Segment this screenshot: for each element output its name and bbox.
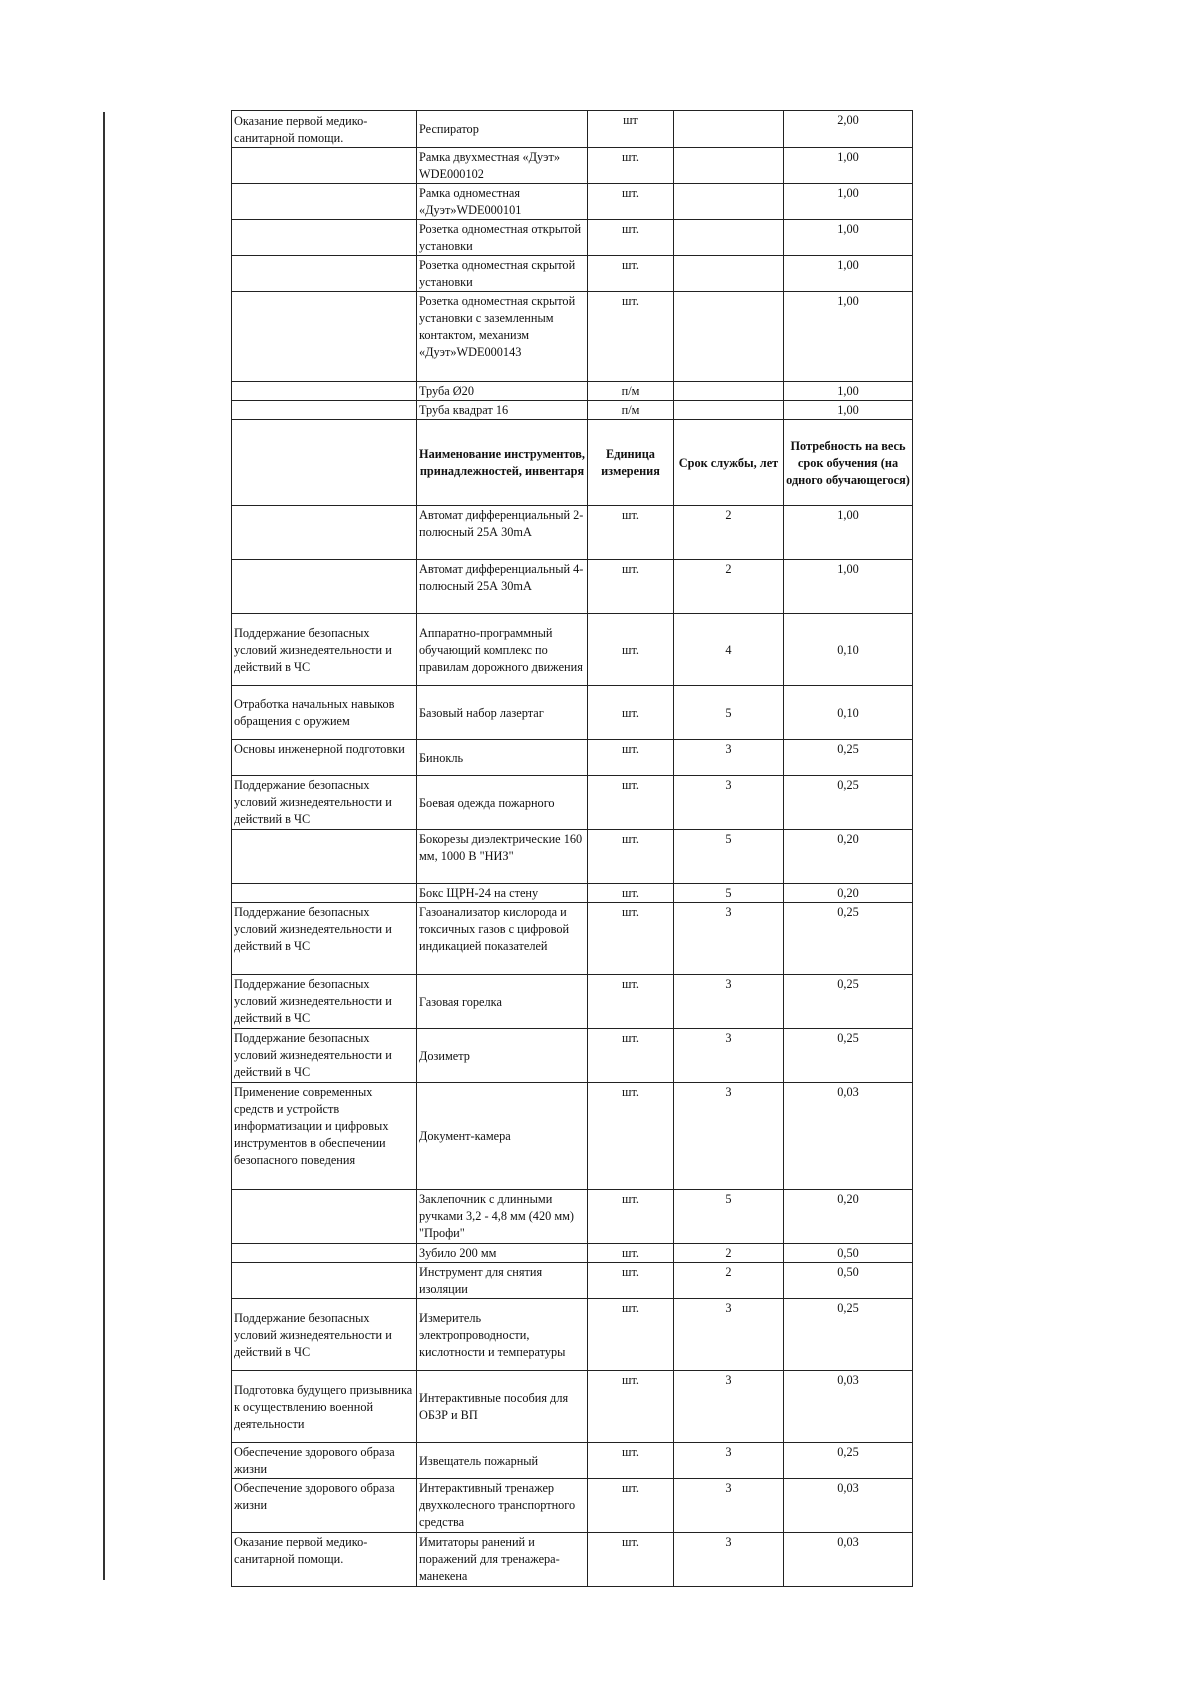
cell-unit: шт. bbox=[588, 1533, 674, 1587]
cell-unit: шт. bbox=[588, 884, 674, 903]
cell-unit: шт. bbox=[588, 1190, 674, 1244]
cell-section bbox=[232, 1190, 417, 1244]
cell-name: Базовый набор лазертаг bbox=[417, 686, 588, 740]
cell-life: 2 bbox=[674, 560, 784, 614]
cell-name: Труба Ø20 bbox=[417, 382, 588, 401]
cell-life: 3 bbox=[674, 1371, 784, 1443]
cell-section: Поддержание безопасных условий жизнедеятельности и действий в ЧС bbox=[232, 1029, 417, 1083]
cell-section: Подготовка будущего призывника к осуществлению военной деятельности bbox=[232, 1371, 417, 1443]
cell-section: Отработка начальных навыков обращения с оружием bbox=[232, 686, 417, 740]
table-row bbox=[232, 148, 913, 184]
cell-life bbox=[674, 220, 784, 256]
table-row bbox=[232, 506, 913, 560]
cell-unit: шт. bbox=[588, 686, 674, 740]
cell-section bbox=[232, 292, 417, 382]
cell-name: Инструмент для снятия изоляции bbox=[417, 1263, 588, 1299]
cell-qty: 0,50 bbox=[784, 1244, 913, 1263]
cell-qty: 1,00 bbox=[784, 148, 913, 184]
table-row bbox=[232, 256, 913, 292]
cell-unit: шт. bbox=[588, 1029, 674, 1083]
cell-unit: шт. bbox=[588, 614, 674, 686]
table-row bbox=[232, 1083, 913, 1190]
table-row bbox=[232, 830, 913, 884]
cell-qty: 0,25 bbox=[784, 975, 913, 1029]
cell-section bbox=[232, 382, 417, 401]
cell-unit: шт. bbox=[588, 220, 674, 256]
cell-qty: 1,00 bbox=[784, 382, 913, 401]
cell-life: 5 bbox=[674, 884, 784, 903]
cell-section: Основы инженерной подготовки bbox=[232, 740, 417, 776]
cell-qty: 2,00 bbox=[784, 111, 913, 148]
cell-section bbox=[232, 884, 417, 903]
cell-unit: шт. bbox=[588, 740, 674, 776]
cell-name: Автомат дифференциальный 2-полюсный 25А 30mA bbox=[417, 506, 588, 560]
cell-life: 5 bbox=[674, 830, 784, 884]
cell-qty: 0,10 bbox=[784, 614, 913, 686]
cell-qty: 0,03 bbox=[784, 1371, 913, 1443]
cell-qty: 0,20 bbox=[784, 884, 913, 903]
cell-qty: 1,00 bbox=[784, 256, 913, 292]
cell-qty: 0,25 bbox=[784, 776, 913, 830]
cell-life: 3 bbox=[674, 1443, 784, 1479]
cell-life: 5 bbox=[674, 686, 784, 740]
cell-name: Бинокль bbox=[417, 740, 588, 776]
cell-unit: шт. bbox=[588, 975, 674, 1029]
cell-unit: шт. bbox=[588, 560, 674, 614]
cell-life: 3 bbox=[674, 1029, 784, 1083]
cell-name: Рамка одноместная «Дуэт»WDE000101 bbox=[417, 184, 588, 220]
cell-qty: 1,00 bbox=[784, 292, 913, 382]
cell-section: Применение современных средств и устройств информатизации и цифровых инструментов в обеспечении безопасного поведения bbox=[232, 1083, 417, 1190]
table-body-top bbox=[232, 111, 913, 420]
cell-qty: 0,25 bbox=[784, 1029, 913, 1083]
table-row bbox=[232, 292, 913, 382]
cell-name: Розетка одноместная скрытой установки bbox=[417, 256, 588, 292]
cell-section bbox=[232, 401, 417, 420]
cell-name: Труба квадрат 16 bbox=[417, 401, 588, 420]
cell-unit: шт. bbox=[588, 292, 674, 382]
cell-life: 3 bbox=[674, 740, 784, 776]
cell-section: Оказание первой медико-санитарной помощи. bbox=[232, 1533, 417, 1587]
cell-name: Розетка одноместная скрытой установки с заземленным контактом, механизм «Дуэт»WDE000143 bbox=[417, 292, 588, 382]
table-row bbox=[232, 776, 913, 830]
cell-life: 3 bbox=[674, 975, 784, 1029]
cell-qty: 0,03 bbox=[784, 1479, 913, 1533]
table-row bbox=[232, 1263, 913, 1299]
table-row bbox=[232, 903, 913, 975]
cell-qty: 0,10 bbox=[784, 686, 913, 740]
cell-section: Поддержание безопасных условий жизнедеятельности и действий в ЧС bbox=[232, 614, 417, 686]
cell-unit: шт. bbox=[588, 506, 674, 560]
table-row bbox=[232, 1029, 913, 1083]
cell-name: Дозиметр bbox=[417, 1029, 588, 1083]
table-row bbox=[232, 382, 913, 401]
cell-qty: 1,00 bbox=[784, 220, 913, 256]
cell-unit: шт. bbox=[588, 1371, 674, 1443]
cell-unit: шт. bbox=[588, 184, 674, 220]
cell-section bbox=[232, 1244, 417, 1263]
header-name: Наименование инструментов, принадлежностей, инвентаря bbox=[417, 420, 588, 506]
cell-unit: шт. bbox=[588, 148, 674, 184]
table-row bbox=[232, 1244, 913, 1263]
cell-life: 2 bbox=[674, 1244, 784, 1263]
table-row bbox=[232, 1443, 913, 1479]
cell-section: Поддержание безопасных условий жизнедеятельности и действий в ЧС bbox=[232, 1299, 417, 1371]
table-row bbox=[232, 560, 913, 614]
cell-unit: шт. bbox=[588, 776, 674, 830]
cell-life bbox=[674, 292, 784, 382]
cell-section: Обеспечение здорового образа жизни bbox=[232, 1443, 417, 1479]
table-header-row bbox=[232, 420, 913, 506]
cell-qty: 0,25 bbox=[784, 903, 913, 975]
cell-name: Измеритель электропроводности, кислотности и температуры bbox=[417, 1299, 588, 1371]
cell-section: Поддержание безопасных условий жизнедеятельности и действий в ЧС bbox=[232, 903, 417, 975]
cell-section: Поддержание безопасных условий жизнедеятельности и действий в ЧС bbox=[232, 776, 417, 830]
cell-name: Газоанализатор кислорода и токсичных газов с цифровой индикацией показателей bbox=[417, 903, 588, 975]
cell-unit: шт bbox=[588, 111, 674, 148]
cell-name: Извещатель пожарный bbox=[417, 1443, 588, 1479]
cell-unit: шт. bbox=[588, 830, 674, 884]
cell-qty: 1,00 bbox=[784, 401, 913, 420]
cell-qty: 0,25 bbox=[784, 1299, 913, 1371]
cell-life: 3 bbox=[674, 1083, 784, 1190]
cell-unit: п/м bbox=[588, 382, 674, 401]
page-margin-line bbox=[103, 112, 105, 1580]
cell-qty: 0,03 bbox=[784, 1533, 913, 1587]
table-row bbox=[232, 1299, 913, 1371]
cell-life: 5 bbox=[674, 1190, 784, 1244]
cell-life: 2 bbox=[674, 506, 784, 560]
table-row bbox=[232, 111, 913, 148]
table-row bbox=[232, 686, 913, 740]
cell-qty: 0,25 bbox=[784, 740, 913, 776]
cell-section bbox=[232, 220, 417, 256]
header-qty: Потребность на весь срок обучения (на одного обучающегося) bbox=[784, 420, 913, 506]
cell-unit: шт. bbox=[588, 1263, 674, 1299]
cell-name: Автомат дифференциальный 4-полюсный 25А 30mA bbox=[417, 560, 588, 614]
cell-qty: 0,03 bbox=[784, 1083, 913, 1190]
cell-unit: шт. bbox=[588, 1244, 674, 1263]
cell-name: Бокорезы диэлектрические 160 мм, 1000 В "НИЗ" bbox=[417, 830, 588, 884]
table-row bbox=[232, 220, 913, 256]
cell-section: Оказание первой медико-санитарной помощи. bbox=[232, 111, 417, 148]
cell-qty: 1,00 bbox=[784, 506, 913, 560]
cell-qty: 0,20 bbox=[784, 830, 913, 884]
cell-qty: 1,00 bbox=[784, 184, 913, 220]
cell-life bbox=[674, 148, 784, 184]
cell-name: Зубило 200 мм bbox=[417, 1244, 588, 1263]
table-row bbox=[232, 1533, 913, 1587]
cell-unit: шт. bbox=[588, 1479, 674, 1533]
cell-name: Бокс ЩРН-24 на стену bbox=[417, 884, 588, 903]
cell-unit: шт. bbox=[588, 903, 674, 975]
cell-name: Интерактивный тренажер двухколесного транспортного средства bbox=[417, 1479, 588, 1533]
table-row bbox=[232, 1190, 913, 1244]
cell-name: Документ-камера bbox=[417, 1083, 588, 1190]
header-life: Срок службы, лет bbox=[674, 420, 784, 506]
table-header-block bbox=[232, 420, 913, 506]
cell-life: 3 bbox=[674, 903, 784, 975]
cell-section bbox=[232, 506, 417, 560]
header-unit: Единица измерения bbox=[588, 420, 674, 506]
table-row bbox=[232, 614, 913, 686]
cell-name: Рамка двухместная «Дуэт» WDE000102 bbox=[417, 148, 588, 184]
cell-qty: 0,20 bbox=[784, 1190, 913, 1244]
cell-unit: шт. bbox=[588, 1443, 674, 1479]
cell-section bbox=[232, 830, 417, 884]
cell-name: Розетка одноместная открытой установки bbox=[417, 220, 588, 256]
cell-life: 3 bbox=[674, 1533, 784, 1587]
cell-life bbox=[674, 382, 784, 401]
cell-life: 3 bbox=[674, 1479, 784, 1533]
cell-section bbox=[232, 148, 417, 184]
cell-unit: шт. bbox=[588, 1083, 674, 1190]
cell-life: 4 bbox=[674, 614, 784, 686]
cell-life bbox=[674, 256, 784, 292]
cell-name: Газовая горелка bbox=[417, 975, 588, 1029]
cell-unit: шт. bbox=[588, 1299, 674, 1371]
cell-qty: 1,00 bbox=[784, 560, 913, 614]
table-row bbox=[232, 1479, 913, 1533]
table-row bbox=[232, 740, 913, 776]
cell-name: Имитаторы ранений и поражений для тренажера-манекена bbox=[417, 1533, 588, 1587]
cell-unit: шт. bbox=[588, 256, 674, 292]
cell-section bbox=[232, 1263, 417, 1299]
cell-qty: 0,50 bbox=[784, 1263, 913, 1299]
table-row bbox=[232, 884, 913, 903]
cell-name: Боевая одежда пожарного bbox=[417, 776, 588, 830]
cell-name: Заклепочник с длинными ручками 3,2 - 4,8 мм (420 мм) "Профи" bbox=[417, 1190, 588, 1244]
cell-name: Аппаратно-программный обучающий комплекс по правилам дорожного движения bbox=[417, 614, 588, 686]
table-row bbox=[232, 975, 913, 1029]
cell-section bbox=[232, 184, 417, 220]
cell-section: Поддержание безопасных условий жизнедеятельности и действий в ЧС bbox=[232, 975, 417, 1029]
cell-unit: п/м bbox=[588, 401, 674, 420]
equipment-table bbox=[231, 110, 913, 1587]
cell-section: Обеспечение здорового образа жизни bbox=[232, 1479, 417, 1533]
cell-life: 2 bbox=[674, 1263, 784, 1299]
cell-section bbox=[232, 256, 417, 292]
table-row bbox=[232, 1371, 913, 1443]
cell-section bbox=[232, 560, 417, 614]
cell-life: 3 bbox=[674, 1299, 784, 1371]
table-body-bottom bbox=[232, 506, 913, 1587]
cell-life bbox=[674, 111, 784, 148]
cell-qty: 0,25 bbox=[784, 1443, 913, 1479]
cell-name: Респиратор bbox=[417, 111, 588, 148]
table-row bbox=[232, 401, 913, 420]
cell-name: Интерактивные пособия для ОБЗР и ВП bbox=[417, 1371, 588, 1443]
header-empty-cell bbox=[232, 420, 417, 506]
cell-life bbox=[674, 401, 784, 420]
cell-life: 3 bbox=[674, 776, 784, 830]
table-row bbox=[232, 184, 913, 220]
cell-life bbox=[674, 184, 784, 220]
